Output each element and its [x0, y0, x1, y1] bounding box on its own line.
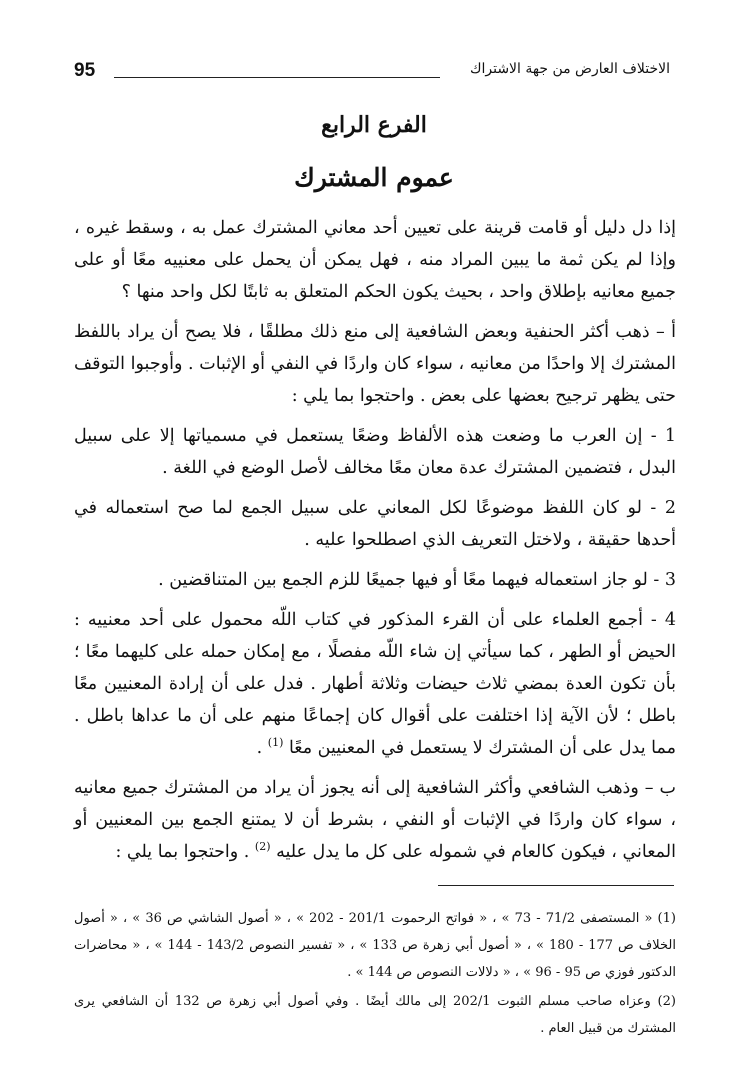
argument-4-end: .	[256, 738, 268, 758]
running-title: الاختلاف العارض من جهة الاشتراك	[469, 61, 670, 77]
footnote-ref-2[interactable]: (2)	[254, 840, 271, 854]
header-rule	[114, 77, 440, 78]
argument-3-paragraph: 3 - لو جاز استعماله فيهما معًا أو فيها جميعًا للزم الجمع بين المتناقضين .	[158, 570, 676, 590]
footnote-separator	[438, 885, 674, 886]
shafii-opinion-text: ب – وذهب الشافعي وأكثر الشافعية إلى أنه يجوز أن يراد من المشترك جميع معانيه ، سواء كان واردًا في الإثبات أو النفي ، بشرط أن لا يمتنع الجمع بين المعنيين أو المعاني ، فيكون كالعام في شموله على كل ما يدل عليه	[74, 778, 676, 862]
body-text	[74, 212, 676, 876]
footnote-2: (2) وعزاه صاحب مسلم الثبوت 202/1 إلى مالك أيضًا . وفي أصول أبي زهرة ص 132 أن الشافعي يرى المشترك من قبيل العام .	[74, 994, 676, 1036]
footnote-ref-1[interactable]: (1)	[267, 736, 284, 750]
argument-4-text: 4 - أجمع العلماء على أن القرء المذكور في كتاب اللّه محمول على أحد معنييه : الحيض أو الطهر ، كما سيأتي إن شاء اللّه مفصلًا ، مع إمكان حمله على كليهما معًا ؛ بأن تكون العدة بمضي ثلاث حيضات وثلاثة أطهار . فدل على أن إرادة المعنيين معًا باطل ؛ لأن الآية إذا اختلفت على أقوال كان إجماعًا منهم على أن ما عداها باطل . مما يدل على أن المشترك لا يستعمل في المعنيين معًا	[74, 610, 676, 758]
branch-heading: الفرع الرابع	[321, 112, 427, 138]
argument-4-paragraph	[74, 604, 676, 764]
intro-paragraph: إذا دل دليل أو قامت قرينة على تعيين أحد معاني المشترك عمل به ، وسقط غيره ، وإذا لم يكن ثمة ما يبين المراد منه ، فهل يمكن أن يحمل على معنييه معًا أو على جميع معانيه بإطلاق واحد ، بحيث يكون الحكم المتعلق به ثابتًا لكل واحد منها ؟	[74, 218, 676, 302]
hanafi-opinion-paragraph: أ – ذهب أكثر الحنفية وبعض الشافعية إلى منع ذلك مطلقًا ، فلا يصح أن يراد باللفظ المشترك إلا واحدًا من معانيه ، سواء كان واردًا في النفي أو الإثبات . وأوجبوا التوقف حتى يظهر ترجيح بعضها على بعض . واحتجوا بما يلي :	[74, 322, 676, 406]
shafii-opinion-paragraph	[74, 772, 676, 868]
topic-heading: عموم المشترك	[294, 163, 454, 192]
argument-2-paragraph: 2 - لو كان اللفظ موضوعًا لكل المعاني على سبيل الجمع لما صح استعماله في أحدها حقيقة ، ولاختل التعريف الذي اصطلحوا عليه .	[74, 498, 676, 550]
footnote-1: (1) « المستصفى 71/2 - 73 » ، « فواتح الرحموت 201/1 - 202 » ، « أصول الشاشي ص 36 » ، « أصول الخلاف ص 177 - 180 » ، « أصول أبي زهرة ص 133 » ، « تفسير النصوص 143/2 - 144 » ، « محاضرات الدكتور فوزي ص 95 - 96 » ، « دلالات النصوص ص 144 » .	[74, 911, 676, 980]
shafii-opinion-end: . واحتجوا بما يلي :	[115, 842, 255, 862]
page-header	[74, 60, 670, 90]
argument-1-paragraph: 1 - إن العرب ما وضعت هذه الألفاظ وضعًا يستعمل في مسمياتها إلا على سبيل البدل ، فتضمين المشترك عدة معان معًا مخالف لأصل الوضع في اللغة .	[74, 426, 676, 478]
page-number: 95	[74, 60, 96, 81]
footnotes	[74, 905, 676, 1044]
